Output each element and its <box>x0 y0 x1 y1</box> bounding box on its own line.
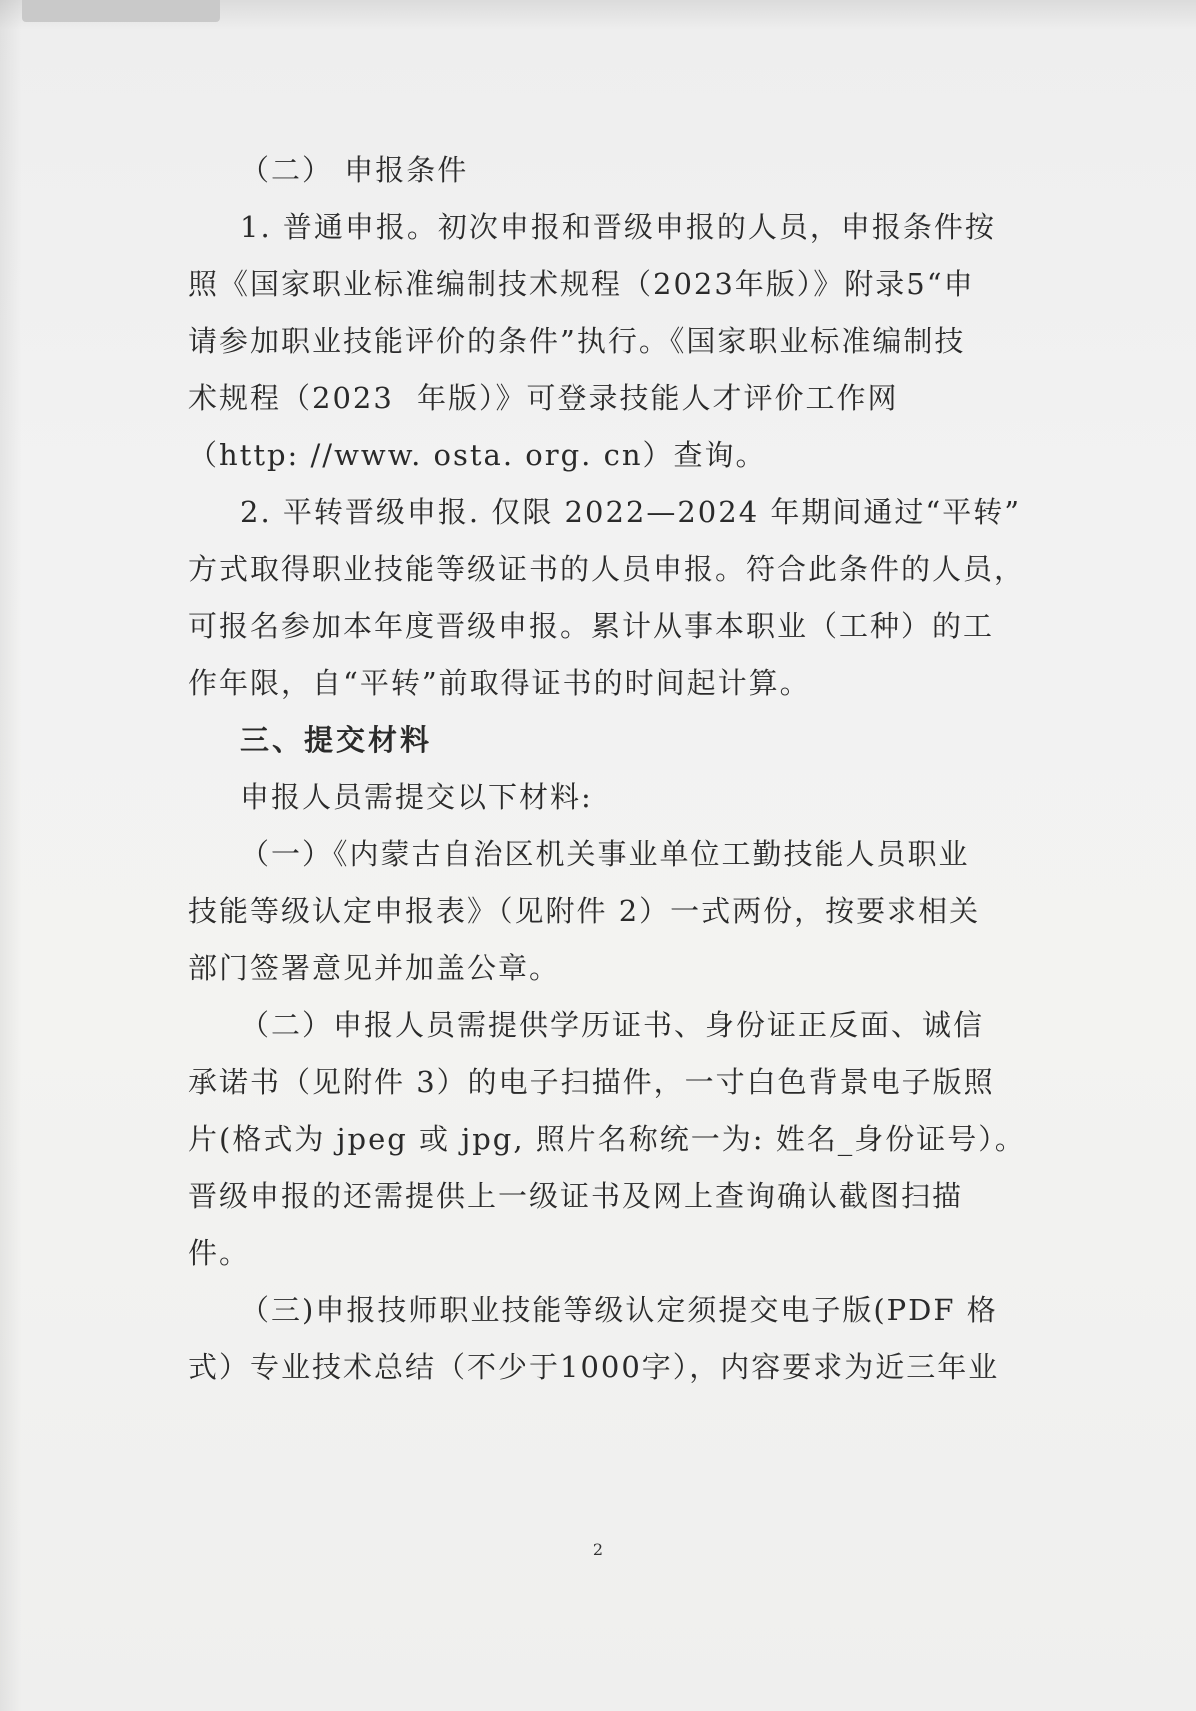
section-heading-submit-materials: 三、提交材料 <box>240 723 433 757</box>
paragraph-line: 片(格式为 jpeg 或 jpg, 照片名称统一为: 姓名_身份证号）。 <box>188 1122 1026 1156</box>
paragraph-line: （二）申报人员需提供学历证书、身份证正反面、诚信 <box>240 1008 985 1042</box>
scan-edge-mark <box>22 0 220 22</box>
paragraph-line: 请参加职业技能评价的条件”执行。《国家职业标准编制技 <box>188 324 966 358</box>
section-heading-application-conditions: （二） 申报条件 <box>240 153 469 187</box>
paragraph-line: 部门签署意见并加盖公章。 <box>188 951 561 985</box>
paragraph-line: 照《国家职业标准编制技术规程（2023年版）》附录5“申 <box>188 267 975 301</box>
paragraph-line: 1. 普通申报。初次申报和晋级申报的人员，申报条件按 <box>240 210 996 244</box>
paragraph-line: 可报名参加本年度晋级申报。累计从事本职业（工种）的工 <box>188 609 995 643</box>
paragraph-line: 申报人员需提交以下材料: <box>240 780 593 814</box>
paragraph-line: 件。 <box>188 1236 251 1270</box>
paragraph-line: 2. 平转晋级申报. 仅限 2022—2024 年期间通过“平转” <box>240 495 1022 529</box>
page-number: 2 <box>592 1540 604 1559</box>
paragraph-line: 作年限，自“平转”前取得证书的时间起计算。 <box>188 666 811 700</box>
paragraph-line: 承诺书（见附件 3）的电子扫描件，一寸白色背景电子版照 <box>188 1065 995 1099</box>
paragraph-line: 术规程（2023 年版）》可登录技能人才评价工作网 <box>188 381 899 415</box>
scan-shadow-left <box>0 0 22 1711</box>
paragraph-line: 方式取得职业技能等级证书的人员申报。符合此条件的人员， <box>188 552 1026 586</box>
paragraph-line: 技能等级认定申报表》（见附件 2）一式两份，按要求相关 <box>188 894 981 928</box>
paragraph-line: 晋级申报的还需提供上一级证书及网上查询确认截图扫描 <box>188 1179 964 1213</box>
paragraph-line: 式）专业技术总结（不少于1000字），内容要求为近三年业 <box>188 1350 1000 1384</box>
paragraph-line: （一）《内蒙古自治区机关事业单位工勤技能人员职业 <box>240 837 970 871</box>
paragraph-line: （三)申报技师职业技能等级认定须提交电子版(PDF 格 <box>240 1293 998 1327</box>
paragraph-line-url: （http: //www. osta. org. cn）查询。 <box>188 438 767 472</box>
